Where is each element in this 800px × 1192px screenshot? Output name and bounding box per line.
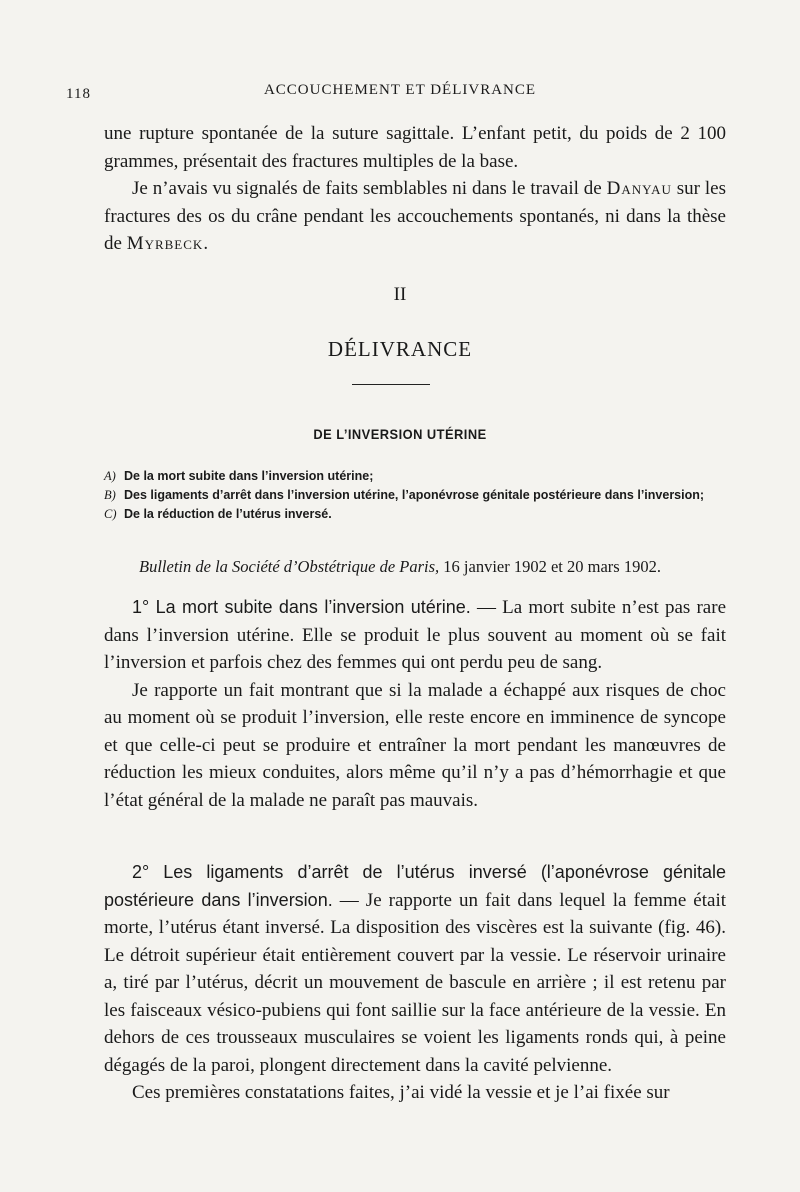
running-title: ACCOUCHEMENT ET DÉLIVRANCE	[263, 82, 537, 98]
part1-paragraph-1	[104, 594, 726, 677]
intro-block	[104, 120, 726, 258]
page-number: 118	[66, 86, 91, 102]
part1-paragraph-2: Je rapporte un fait montrant que si la malade a échappé aux risques de choc au moment où se produit l’inversion, elle reste encore en imminence de syncope et que celle-ci peut se produire et entraîner la mort pendant les manœuvres de réduction les mieux conduites, alors même qu’il n’y a pas d’hémorrhagie et que l’état général de la malade ne paraît pas mauvais.	[104, 679, 726, 811]
topic-item	[104, 505, 726, 524]
topics-list	[104, 467, 726, 524]
topic-letter: C)	[104, 507, 117, 521]
topic-letter: A)	[104, 469, 116, 483]
part2-paragraph-2: Ces premières constatations faites, j’ai vidé la vessie et je l’ai fixée sur	[132, 1082, 670, 1103]
intro-p2-start: Je n’avais vu signalés de faits semblables ni dans le travail de	[132, 178, 607, 199]
intro-paragraph-2	[104, 175, 726, 258]
page-header	[60, 80, 740, 110]
part2-block	[104, 859, 726, 1107]
topic-item	[104, 467, 726, 486]
intro-p2-middle: sur les fractures des os du crâne pendant les accouchements spontanés, ni dans la thèse de	[104, 178, 726, 254]
intro-paragraph-1: une rupture spontanée de la suture sagittale. L’enfant petit, du poids de 2 100 grammes, présentait des fractures multiples de la base.	[104, 123, 726, 172]
part2-paragraph-1	[104, 859, 726, 1079]
part2-heading: 2° Les ligaments d’arrêt de l’utérus inversé (l’aponévrose génitale postérieure dans l’inversion.	[104, 862, 726, 910]
part1-heading: 1° La mort subite dans l’inversion utérine.	[132, 597, 471, 617]
topic-text: Des ligaments d’arrêt dans l’inversion utérine, l’aponévrose génitale postérieure dans l’inversion;	[124, 488, 705, 502]
intro-p2-end: .	[203, 233, 209, 254]
author-name-danyau: Danyau	[606, 178, 672, 199]
author-name-myrbeck: Myrbeck	[126, 233, 204, 254]
topic-text: De la réduction de l’utérus inversé.	[124, 507, 332, 521]
bulletin-dates: 16 janvier 1902 et 20 mars 1902.	[439, 557, 661, 576]
topic-text: De la mort subite dans l’inversion utérine;	[124, 469, 374, 483]
topic-item	[104, 486, 726, 505]
section-title: DÉLIVRANCE	[327, 337, 473, 361]
part1-block	[104, 594, 726, 814]
bulletin-reference	[0, 557, 800, 577]
section-number: II	[393, 284, 407, 305]
section-divider	[352, 384, 430, 385]
bulletin-title: Bulletin de la Société d’Obstétrique de Paris,	[139, 557, 440, 576]
subsection-title: DE L’INVERSION UTÉRINE	[313, 426, 487, 442]
part1-text-1: — La mort subite n’est pas rare dans l’inversion utérine. Elle se produit le plus souvent au moment où se fait l’inversion et parfois chez des femmes qui ont perdu peu de sang.	[104, 597, 726, 673]
part2-text-1: — Je rapporte un fait dans lequel la femme était morte, l’utérus étant inversé. La disposition des viscères est la suivante (fig. 46). Le détroit supérieur était entièrement couvert par la vessie. Le réservoir urinaire a, tiré par l’utérus, décrit un mouvement de bascule en arrière ; il est retenu par les faisceaux vésico-pubiens qui font saillie sur la face antérieure de la vessie. En dehors de ces trousseaux musculaires se voient les ligaments ronds qui, à peine dégagés de la paroi, plongent directement dans la cavité pelvienne.	[104, 889, 726, 1076]
topic-letter: B)	[104, 488, 116, 502]
